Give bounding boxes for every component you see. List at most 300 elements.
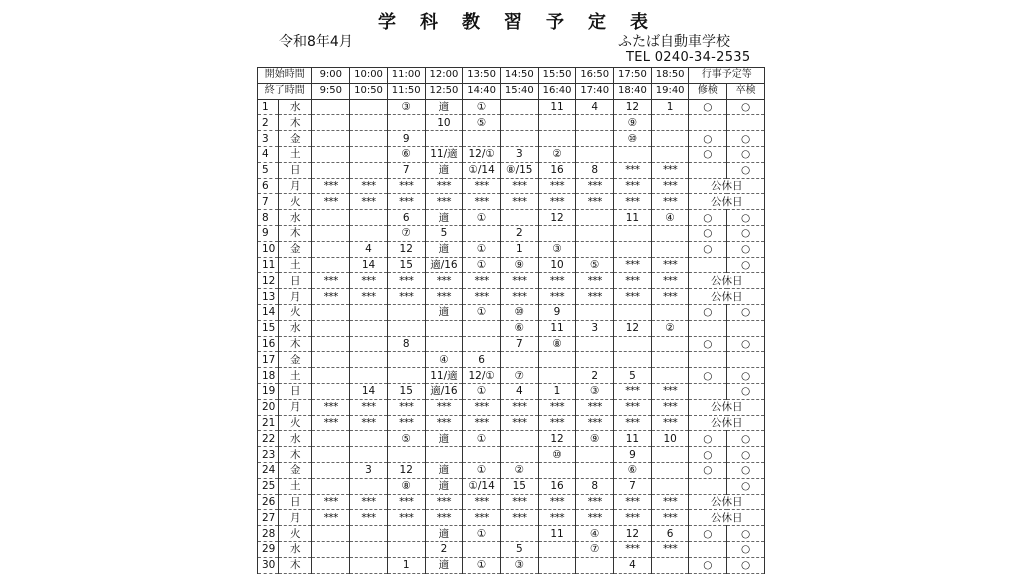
- schedule-cell: [576, 225, 614, 241]
- schedule-cell: [350, 352, 388, 368]
- schedule-cell: [312, 352, 350, 368]
- schedule-cell: [500, 115, 538, 131]
- schedule-cell: ①: [463, 557, 501, 573]
- shuken-cell: ○: [689, 336, 727, 352]
- day-row: [258, 447, 765, 463]
- sotsuken-cell: ○: [727, 210, 765, 226]
- holiday-cell: 公休日: [689, 510, 765, 526]
- schedule-cell: 4: [576, 99, 614, 115]
- end-time: 19:40: [651, 83, 689, 99]
- schedule-cell: 16: [538, 162, 576, 178]
- schedule-cell: 6: [387, 210, 425, 226]
- schedule-cell: [576, 462, 614, 478]
- schedule-cell: [312, 557, 350, 573]
- schedule-cell: [387, 447, 425, 463]
- schedule-cell: [538, 352, 576, 368]
- schedule-cell: ***: [651, 273, 689, 289]
- day-row: [258, 257, 765, 273]
- schedule-cell: ***: [312, 273, 350, 289]
- schedule-cell: ***: [576, 194, 614, 210]
- schedule-cell: 適: [425, 162, 463, 178]
- shuken-cell: ○: [689, 304, 727, 320]
- schedule-cell: [651, 131, 689, 147]
- weekday: 火: [278, 194, 312, 210]
- schedule-cell: [576, 241, 614, 257]
- day-row: [258, 462, 765, 478]
- schedule-cell: ***: [387, 194, 425, 210]
- schedule-cell: ⑨: [576, 431, 614, 447]
- schedule-cell: ***: [651, 415, 689, 431]
- schedule-cell: ①/14: [463, 478, 501, 494]
- day-row: [258, 526, 765, 542]
- day-row: [258, 557, 765, 573]
- shuken-cell: ○: [689, 210, 727, 226]
- shuken-cell: [689, 320, 727, 336]
- schedule-cell: ***: [350, 415, 388, 431]
- schedule-cell: 15: [387, 257, 425, 273]
- schedule-cell: 4: [500, 383, 538, 399]
- schedule-cell: ⑧/15: [500, 162, 538, 178]
- schedule-cell: 7: [614, 478, 652, 494]
- schedule-cell: ⑩: [538, 447, 576, 463]
- sotsuken-cell: ○: [727, 162, 765, 178]
- shuken-cell: ○: [689, 146, 727, 162]
- sotsuken-cell: [727, 115, 765, 131]
- schedule-cell: [350, 541, 388, 557]
- start-time: 12:00: [425, 68, 463, 84]
- schedule-cell: ④: [576, 526, 614, 542]
- start-time: 15:50: [538, 68, 576, 84]
- schedule-cell: [350, 526, 388, 542]
- shuken-cell: [689, 115, 727, 131]
- shuken-cell: [689, 541, 727, 557]
- day-row: [258, 115, 765, 131]
- schedule-cell: [312, 368, 350, 384]
- day-number: 24: [258, 462, 279, 478]
- end-time: 14:40: [463, 83, 501, 99]
- holiday-cell: 公休日: [689, 399, 765, 415]
- schedule-cell: ⑧: [538, 336, 576, 352]
- schedule-cell: ***: [651, 399, 689, 415]
- schedule-cell: 12: [614, 99, 652, 115]
- schedule-cell: ***: [425, 494, 463, 510]
- schedule-cell: [576, 146, 614, 162]
- schedule-cell: ***: [350, 273, 388, 289]
- schedule-cell: 12: [614, 320, 652, 336]
- schedule-cell: [538, 115, 576, 131]
- day-number: 16: [258, 336, 279, 352]
- schedule-cell: 9: [387, 131, 425, 147]
- schedule-cell: ***: [500, 399, 538, 415]
- sotsuken-cell: ○: [727, 541, 765, 557]
- weekday: 木: [278, 115, 312, 131]
- end-time: 17:40: [576, 83, 614, 99]
- day-row: [258, 146, 765, 162]
- day-number: 4: [258, 146, 279, 162]
- day-row: [258, 289, 765, 305]
- schedule-cell: ***: [651, 289, 689, 305]
- weekday: 火: [278, 526, 312, 542]
- schedule-cell: [312, 241, 350, 257]
- schedule-cell: ***: [614, 494, 652, 510]
- end-time: 15:40: [500, 83, 538, 99]
- schedule-cell: ⑨: [500, 257, 538, 273]
- sotsuken-cell: ○: [727, 146, 765, 162]
- schedule-cell: ***: [387, 494, 425, 510]
- schedule-cell: [312, 462, 350, 478]
- schedule-cell: ***: [576, 178, 614, 194]
- schedule-cell: ①: [463, 526, 501, 542]
- schedule-cell: ③: [387, 99, 425, 115]
- end-time: 12:50: [425, 83, 463, 99]
- schedule-cell: 1: [651, 99, 689, 115]
- schedule-cell: [500, 210, 538, 226]
- schedule-cell: [312, 447, 350, 463]
- holiday-cell: 公休日: [689, 415, 765, 431]
- weekday: 土: [278, 368, 312, 384]
- schedule-cell: ***: [387, 415, 425, 431]
- schedule-cell: ***: [576, 289, 614, 305]
- schedule-cell: 8: [387, 336, 425, 352]
- day-number: 1: [258, 99, 279, 115]
- day-row: [258, 210, 765, 226]
- schedule-cell: ***: [312, 399, 350, 415]
- schedule-cell: [387, 541, 425, 557]
- schedule-cell: ***: [614, 194, 652, 210]
- schedule-cell: ***: [651, 194, 689, 210]
- schedule-cell: [576, 131, 614, 147]
- schedule-cell: 3: [500, 146, 538, 162]
- schedule-cell: 4: [350, 241, 388, 257]
- day-number: 18: [258, 368, 279, 384]
- schedule-cell: ***: [425, 273, 463, 289]
- schedule-cell: [651, 447, 689, 463]
- schedule-cell: ⑨: [614, 115, 652, 131]
- schedule-cell: 12/①: [463, 368, 501, 384]
- sotsuken-cell: [727, 352, 765, 368]
- schedule-cell: ***: [312, 178, 350, 194]
- schedule-cell: 7: [387, 162, 425, 178]
- schedule-cell: ①: [463, 431, 501, 447]
- schedule-cell: ***: [651, 541, 689, 557]
- weekday: 金: [278, 131, 312, 147]
- schedule-cell: 11: [538, 99, 576, 115]
- schedule-cell: ***: [425, 510, 463, 526]
- schedule-cell: ⑦: [576, 541, 614, 557]
- schedule-cell: [350, 320, 388, 336]
- schedule-cell: ⑥: [614, 462, 652, 478]
- schedule-cell: ***: [576, 494, 614, 510]
- schedule-cell: [387, 368, 425, 384]
- schedule-cell: ***: [500, 194, 538, 210]
- schedule-cell: ***: [350, 399, 388, 415]
- schedule-cell: ***: [425, 194, 463, 210]
- schedule-cell: [651, 146, 689, 162]
- schedule-cell: [350, 162, 388, 178]
- start-time: 13:50: [463, 68, 501, 84]
- schedule-cell: 適: [425, 462, 463, 478]
- end-time: 10:50: [350, 83, 388, 99]
- schedule-cell: 14: [350, 383, 388, 399]
- schedule-cell: ***: [312, 289, 350, 305]
- shuken-cell: ○: [689, 557, 727, 573]
- day-row: [258, 541, 765, 557]
- schedule-cell: 適/16: [425, 257, 463, 273]
- holiday-cell: 公休日: [689, 273, 765, 289]
- schedule-cell: [651, 352, 689, 368]
- schedule-cell: 10: [425, 115, 463, 131]
- schedule-cell: [312, 146, 350, 162]
- schedule-cell: ①: [463, 99, 501, 115]
- schedule-cell: ***: [500, 494, 538, 510]
- schedule-cell: [500, 447, 538, 463]
- schedule-cell: [576, 304, 614, 320]
- events-col-header: 修検: [689, 83, 727, 99]
- schedule-cell: ***: [463, 273, 501, 289]
- day-number: 6: [258, 178, 279, 194]
- schedule-cell: ⑤: [387, 431, 425, 447]
- schedule-cell: [350, 304, 388, 320]
- shuken-cell: ○: [689, 431, 727, 447]
- weekday: 土: [278, 146, 312, 162]
- schedule-cell: ***: [614, 273, 652, 289]
- schedule-cell: ⑦: [500, 368, 538, 384]
- day-row: [258, 273, 765, 289]
- schedule-cell: ***: [614, 178, 652, 194]
- schedule-cell: ***: [350, 510, 388, 526]
- schedule-cell: 10: [538, 257, 576, 273]
- schedule-cell: [387, 115, 425, 131]
- schedule-cell: ①/14: [463, 162, 501, 178]
- day-number: 13: [258, 289, 279, 305]
- schedule-cell: ***: [614, 162, 652, 178]
- schedule-cell: ***: [614, 541, 652, 557]
- schedule-cell: [312, 526, 350, 542]
- schedule-cell: ***: [614, 510, 652, 526]
- day-row: [258, 431, 765, 447]
- schedule-cell: [614, 146, 652, 162]
- schedule-cell: ***: [538, 494, 576, 510]
- schedule-cell: 6: [463, 352, 501, 368]
- schedule-cell: 適: [425, 526, 463, 542]
- day-number: 27: [258, 510, 279, 526]
- schedule-cell: 12: [538, 210, 576, 226]
- day-number: 15: [258, 320, 279, 336]
- era-month: 令和8年4月: [279, 34, 353, 50]
- schedule-table: [257, 67, 765, 574]
- schedule-cell: ***: [651, 494, 689, 510]
- title-char: 科: [420, 12, 438, 33]
- schedule-cell: [614, 336, 652, 352]
- schedule-cell: ***: [538, 273, 576, 289]
- schedule-cell: [538, 131, 576, 147]
- schedule-cell: [425, 131, 463, 147]
- schedule-cell: 6: [651, 526, 689, 542]
- day-row: [258, 304, 765, 320]
- weekday: 日: [278, 383, 312, 399]
- weekday: 金: [278, 352, 312, 368]
- schedule-cell: ③: [500, 557, 538, 573]
- schedule-cell: 1: [500, 241, 538, 257]
- schedule-cell: ***: [463, 178, 501, 194]
- schedule-cell: [576, 115, 614, 131]
- day-row: [258, 178, 765, 194]
- schedule-cell: ①: [463, 241, 501, 257]
- schedule-cell: ***: [651, 178, 689, 194]
- schedule-cell: [651, 368, 689, 384]
- day-number: 3: [258, 131, 279, 147]
- schedule-cell: ***: [387, 178, 425, 194]
- sotsuken-cell: ○: [727, 383, 765, 399]
- schedule-cell: 8: [576, 478, 614, 494]
- title-char: 表: [630, 12, 648, 33]
- holiday-cell: 公休日: [689, 494, 765, 510]
- schedule-cell: [350, 210, 388, 226]
- schedule-cell: ***: [538, 399, 576, 415]
- weekday: 土: [278, 478, 312, 494]
- schedule-cell: ***: [387, 273, 425, 289]
- schedule-cell: [312, 225, 350, 241]
- schedule-cell: ***: [651, 162, 689, 178]
- weekday: 月: [278, 178, 312, 194]
- schedule-cell: [576, 352, 614, 368]
- schedule-cell: [538, 225, 576, 241]
- schedule-cell: 10: [651, 431, 689, 447]
- schedule-cell: [350, 478, 388, 494]
- schedule-cell: [312, 431, 350, 447]
- schedule-cell: ①: [463, 383, 501, 399]
- schedule-cell: [651, 115, 689, 131]
- schedule-cell: [463, 131, 501, 147]
- schedule-cell: [312, 210, 350, 226]
- start-time: 18:50: [651, 68, 689, 84]
- schedule-cell: ④: [651, 210, 689, 226]
- schedule-cell: ***: [576, 415, 614, 431]
- shuken-cell: [689, 352, 727, 368]
- day-number: 7: [258, 194, 279, 210]
- schedule-cell: ***: [387, 399, 425, 415]
- day-number: 11: [258, 257, 279, 273]
- sotsuken-cell: ○: [727, 241, 765, 257]
- schedule-cell: ①: [463, 210, 501, 226]
- weekday: 日: [278, 494, 312, 510]
- day-number: 19: [258, 383, 279, 399]
- schedule-cell: [614, 225, 652, 241]
- schedule-cell: [614, 352, 652, 368]
- schedule-cell: ⑥: [500, 320, 538, 336]
- schedule-cell: 2: [576, 368, 614, 384]
- schedule-cell: [538, 368, 576, 384]
- schedule-cell: [312, 131, 350, 147]
- weekday: 木: [278, 336, 312, 352]
- end-time: 16:40: [538, 83, 576, 99]
- sotsuken-cell: ○: [727, 304, 765, 320]
- schedule-cell: [312, 162, 350, 178]
- schedule-cell: 11/適: [425, 146, 463, 162]
- sotsuken-cell: ○: [727, 131, 765, 147]
- day-row: [258, 131, 765, 147]
- schedule-cell: ***: [387, 510, 425, 526]
- shuken-cell: ○: [689, 225, 727, 241]
- schedule-cell: [350, 336, 388, 352]
- schedule-cell: ***: [463, 289, 501, 305]
- schedule-cell: ***: [614, 257, 652, 273]
- weekday: 月: [278, 289, 312, 305]
- weekday: 火: [278, 304, 312, 320]
- start-time: 17:50: [614, 68, 652, 84]
- day-number: 21: [258, 415, 279, 431]
- weekday: 水: [278, 320, 312, 336]
- schedule-cell: ②: [651, 320, 689, 336]
- schedule-cell: [425, 320, 463, 336]
- holiday-cell: 公休日: [689, 289, 765, 305]
- schedule-cell: 12: [387, 241, 425, 257]
- day-row: [258, 225, 765, 241]
- schedule-cell: 1: [387, 557, 425, 573]
- start-time: 14:50: [500, 68, 538, 84]
- shuken-cell: ○: [689, 462, 727, 478]
- schedule-cell: [576, 336, 614, 352]
- schedule-cell: 12/①: [463, 146, 501, 162]
- schedule-cell: 15: [387, 383, 425, 399]
- events-label: 行事予定等: [689, 68, 765, 84]
- weekday: 木: [278, 557, 312, 573]
- day-row: [258, 415, 765, 431]
- day-number: 9: [258, 225, 279, 241]
- schedule-cell: ***: [312, 494, 350, 510]
- schedule-cell: 1: [538, 383, 576, 399]
- schedule-cell: 15: [500, 478, 538, 494]
- weekday: 金: [278, 462, 312, 478]
- schedule-cell: [538, 557, 576, 573]
- schedule-cell: [350, 146, 388, 162]
- day-row: [258, 478, 765, 494]
- day-row: [258, 194, 765, 210]
- schedule-cell: [350, 557, 388, 573]
- schedule-cell: [500, 431, 538, 447]
- sotsuken-cell: ○: [727, 462, 765, 478]
- schedule-cell: [651, 225, 689, 241]
- weekday: 木: [278, 225, 312, 241]
- schedule-cell: 11/適: [425, 368, 463, 384]
- sotsuken-cell: ○: [727, 368, 765, 384]
- shuken-cell: ○: [689, 447, 727, 463]
- schedule-cell: [350, 431, 388, 447]
- schedule-cell: ②: [500, 462, 538, 478]
- sotsuken-cell: [727, 320, 765, 336]
- schedule-cell: ***: [538, 289, 576, 305]
- schedule-cell: [387, 304, 425, 320]
- end-time: 11:50: [387, 83, 425, 99]
- schedule-cell: ***: [463, 494, 501, 510]
- schedule-cell: [425, 336, 463, 352]
- schedule-cell: ***: [425, 178, 463, 194]
- shuken-cell: ○: [689, 368, 727, 384]
- schedule-cell: ***: [538, 510, 576, 526]
- holiday-cell: 公休日: [689, 194, 765, 210]
- schedule-cell: [350, 115, 388, 131]
- schedule-cell: 12: [538, 431, 576, 447]
- schedule-cell: ***: [614, 415, 652, 431]
- shuken-cell: ○: [689, 526, 727, 542]
- schedule-cell: 9: [538, 304, 576, 320]
- schedule-cell: [350, 99, 388, 115]
- schedule-cell: [500, 526, 538, 542]
- start-time: 11:00: [387, 68, 425, 84]
- schedule-cell: ***: [350, 494, 388, 510]
- schedule-cell: ⑦: [387, 225, 425, 241]
- schedule-cell: [576, 210, 614, 226]
